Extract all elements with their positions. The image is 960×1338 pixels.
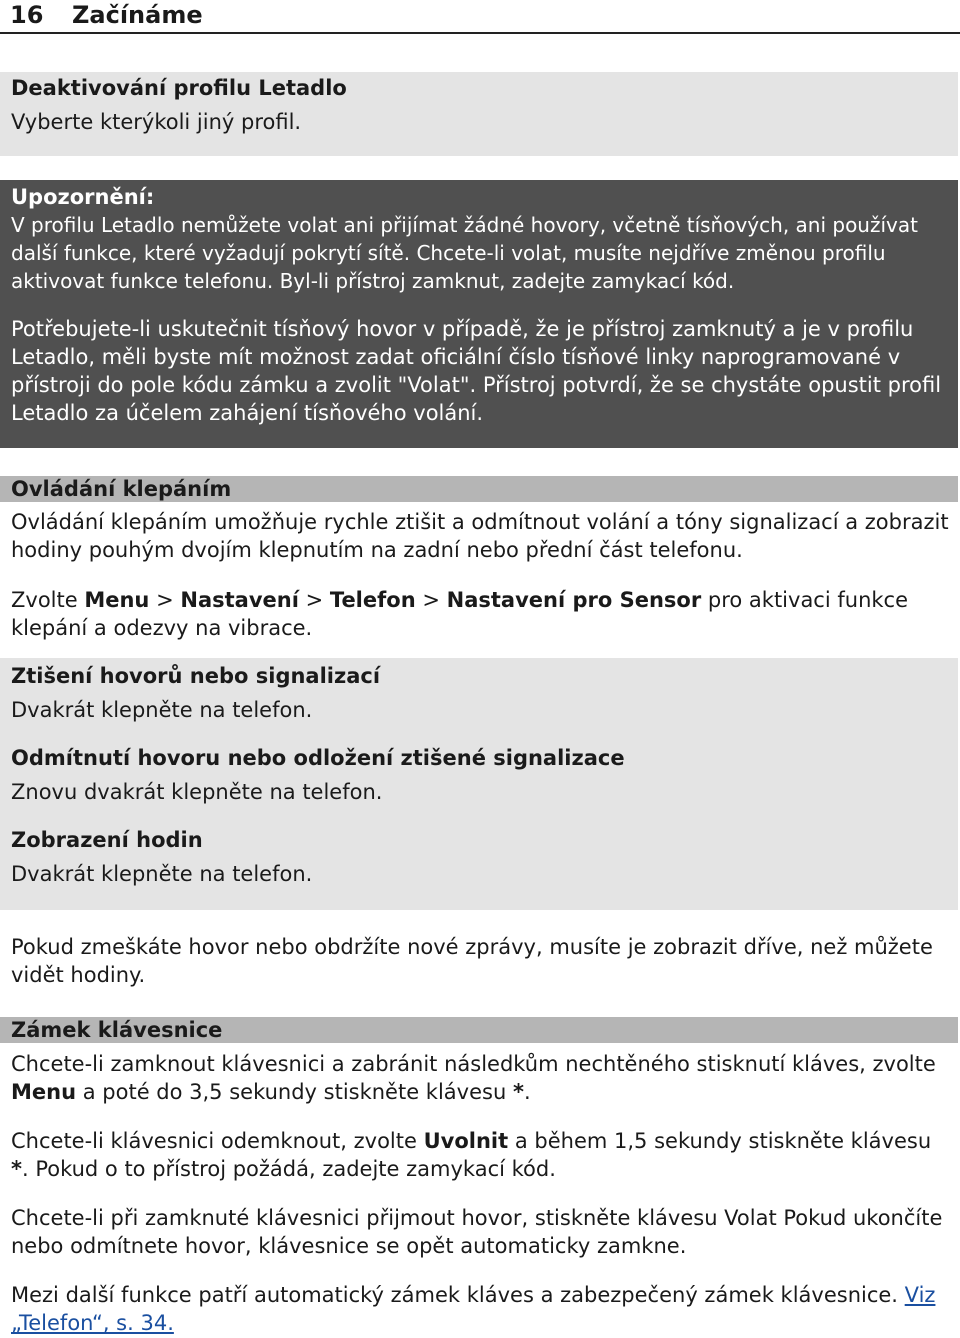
keylock-para-3: Chcete-li při zamknuté klávesnici přijmout hovor, stiskněte klávesu Volat Pokud ukončíte nebo odmítnete hovor, klávesnice se opět automaticky zamkne. — [11, 1206, 943, 1258]
tap-action-title: Zobrazení hodin — [11, 828, 203, 852]
menu-path-phone: Telefon — [329, 588, 416, 612]
section-heading-tap-control: Ovládání klepáním — [0, 476, 958, 502]
page-number: 16 — [10, 1, 44, 29]
path-separator: > — [422, 588, 440, 612]
menu-path-sensor-settings: Nastavení pro Sensor — [446, 588, 702, 612]
tap-control-path — [11, 586, 955, 642]
tap-action-text: Znovu dvakrát klepněte na telefon. — [11, 780, 383, 804]
menu-label: Menu — [11, 1080, 77, 1104]
keylock-p2-text: Chcete-li klávesnici odemknout, zvolte — [11, 1129, 417, 1153]
warning-box — [0, 180, 958, 448]
tap-action-text: Dvakrát klepněte na telefon. — [11, 862, 313, 886]
tap-control-intro: Ovládání klepáním umožňuje rychle ztišit a odmítnout volání a tóny signalizací a zobrazit hodiny pouhým dvojím klepnutím na zadní nebo přední část telefonu. — [11, 510, 949, 562]
keylock-p2-text-3: . Pokud o to přístroj požádá, zadejte zamykací kód. — [21, 1157, 556, 1181]
page-header — [0, 0, 960, 34]
keylock-p1-text: Chcete-li zamknout klávesnici a zabránit následkům nechtěného stisknutí kláves, zvolte — [11, 1052, 936, 1076]
keylock-p2-text-2: a během 1,5 sekundy stiskněte klávesu — [514, 1129, 932, 1153]
deactivate-title: Deaktivování profilu Letadlo — [11, 76, 347, 100]
tap-action-text: Dvakrát klepněte na telefon. — [11, 698, 313, 722]
keylock-para-4 — [11, 1281, 955, 1337]
path-separator: > — [305, 588, 324, 612]
keylock-p4-text: Mezi další funkce patří automatický zámek kláves a zabezpečený zámek klávesnice. — [11, 1283, 898, 1307]
deactivate-box — [0, 72, 958, 156]
deactivate-text: Vyberte kterýkoli jiný profil. — [11, 110, 302, 134]
star-key-label: * — [11, 1157, 22, 1181]
tap-control-note: Pokud zmeškáte hovor nebo obdržíte nové zprávy, musíte je zobrazit dříve, než můžete vidět hodiny. — [11, 935, 933, 987]
path-separator: > — [156, 588, 174, 612]
keylock-para-1: Chcete-li zamknout klávesnici a zabránit následkům nechtěného stisknutí kláves, zvolte Menu a poté do 3,5 sekundy stiskněte klávesu *. — [11, 1052, 936, 1104]
path-suffix: pro aktivaci funkce klepání a odezvy na vibrace. — [11, 588, 909, 640]
tap-action-title: Odmítnutí hovoru nebo odložení ztišené signalizace — [11, 746, 625, 770]
keylock-para-2 — [11, 1127, 955, 1183]
keylock-p1-text-2: a poté do 3,5 sekundy stiskněte klávesu — [82, 1080, 507, 1104]
menu-path-menu: Menu — [84, 588, 150, 612]
phone-settings-link[interactable]: Viz „Telefon“, s. 34. — [11, 1283, 936, 1335]
tap-actions-box — [0, 658, 958, 910]
menu-path-settings: Nastavení — [180, 588, 299, 612]
warning-para-2: Potřebujete-li uskutečnit tísňový hovor v případě, že je přístroj zamknutý a je v profilu Letadlo, měli byste mít možnost zadat oficiální číslo tísňové linky naprogramované v přístroji do pole kódu zámku a zvolit "Volat". Přístroj potvrdí, že se chystáte opustit profil Letadlo za účelem zahájení tísňového volání. — [11, 317, 942, 425]
path-prefix: Zvolte — [11, 588, 78, 612]
star-key-label: * — [512, 1080, 524, 1104]
chapter-title: Začínáme — [72, 1, 203, 29]
tap-action-title: Ztišení hovorů nebo signalizací — [11, 664, 381, 688]
unlock-label: Uvolnit — [423, 1129, 509, 1153]
warning-title: Upozornění: — [11, 185, 155, 209]
section-heading-keylock: Zámek klávesnice — [0, 1017, 958, 1043]
warning-para-1: V profilu Letadlo nemůžete volat ani přijímat žádné hovory, včetně tísňových, ani používat další funkce, které vyžadují pokrytí sítě. Chcete-li volat, musíte nejdříve změnou profilu aktivovat funkce telefonu. Byl-li přístroj zamknut, zadejte zamykací kód. — [11, 213, 918, 293]
